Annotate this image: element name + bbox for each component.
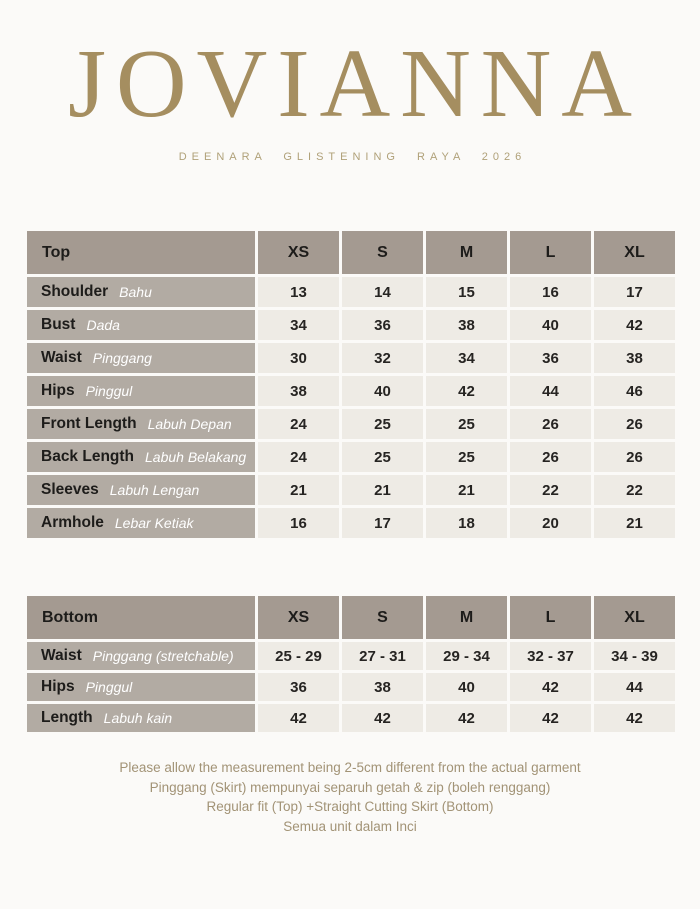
measurement-value-cell: 13 bbox=[258, 277, 339, 307]
measurement-value-cell: 25 bbox=[426, 409, 507, 439]
measurement-translation: Pinggang (stretchable) bbox=[92, 648, 234, 664]
measurement-translation: Lebar Ketiak bbox=[114, 515, 194, 531]
measurement-label-cell bbox=[27, 508, 255, 538]
measurement-label: Hips bbox=[41, 678, 75, 695]
table-title-top: Top bbox=[27, 231, 255, 274]
measurement-value-cell: 32 bbox=[342, 343, 423, 373]
footer-line: Semua unit dalam Inci bbox=[283, 818, 417, 834]
measurement-translation: Bahu bbox=[119, 284, 152, 300]
measurement-value-cell: 34 bbox=[258, 310, 339, 340]
measurement-translation: Dada bbox=[86, 317, 120, 333]
measurement-label: Sleeves bbox=[41, 481, 99, 498]
size-column-header: XS bbox=[258, 231, 339, 274]
measurement-value-cell: 36 bbox=[510, 343, 591, 373]
measurement-label-cell bbox=[27, 277, 255, 307]
measurement-label: Length bbox=[41, 709, 93, 726]
measurement-value-cell: 26 bbox=[594, 442, 675, 472]
measurement-value-cell: 26 bbox=[594, 409, 675, 439]
measurement-value-cell: 15 bbox=[426, 277, 507, 307]
size-column-header: XL bbox=[594, 596, 675, 639]
measurement-value-cell: 16 bbox=[510, 277, 591, 307]
measurement-label: Shoulder bbox=[41, 283, 109, 300]
measurement-value-cell: 25 bbox=[342, 409, 423, 439]
measurement-value-cell: 24 bbox=[258, 409, 339, 439]
measurement-value-cell: 42 bbox=[426, 704, 507, 732]
measurement-value-cell: 42 bbox=[342, 704, 423, 732]
measurement-value-cell: 38 bbox=[342, 673, 423, 701]
measurement-label-cell bbox=[27, 442, 255, 472]
measurement-value-cell: 40 bbox=[426, 673, 507, 701]
measurement-value-cell: 25 - 29 bbox=[258, 642, 339, 670]
measurement-value-cell: 40 bbox=[510, 310, 591, 340]
measurement-label-cell bbox=[27, 642, 255, 670]
measurement-value-cell: 42 bbox=[510, 673, 591, 701]
measurement-label: Armhole bbox=[41, 514, 104, 531]
measurement-value-cell: 26 bbox=[510, 409, 591, 439]
size-table-top bbox=[27, 231, 675, 538]
brand-subtitle: DEENARA GLISTENING RAYA 2026 bbox=[178, 151, 527, 163]
measurement-value-cell: 46 bbox=[594, 376, 675, 406]
measurement-label: Front Length bbox=[41, 415, 137, 432]
measurement-value-cell: 26 bbox=[510, 442, 591, 472]
measurement-translation: Labuh Lengan bbox=[109, 482, 200, 498]
measurement-value-cell: 29 - 34 bbox=[426, 642, 507, 670]
size-column-header: XS bbox=[258, 596, 339, 639]
measurement-value-cell: 25 bbox=[426, 442, 507, 472]
measurement-value-cell: 36 bbox=[342, 310, 423, 340]
measurement-value-cell: 42 bbox=[594, 310, 675, 340]
measurement-translation: Pinggul bbox=[85, 383, 133, 399]
measurement-value-cell: 16 bbox=[258, 508, 339, 538]
measurement-label-cell bbox=[27, 343, 255, 373]
measurement-value-cell: 21 bbox=[594, 508, 675, 538]
measurement-label: Back Length bbox=[41, 448, 135, 465]
measurement-value-cell: 22 bbox=[510, 475, 591, 505]
measurement-label-cell bbox=[27, 310, 255, 340]
footer-line: Please allow the measurement being 2-5cm different from the actual garment bbox=[119, 760, 581, 775]
measurement-translation: Pinggul bbox=[85, 679, 133, 695]
measurement-label-cell bbox=[27, 376, 255, 406]
size-table-bottom bbox=[27, 596, 675, 732]
measurement-value-cell: 42 bbox=[510, 704, 591, 732]
measurement-value-cell: 17 bbox=[342, 508, 423, 538]
measurement-label-cell bbox=[27, 673, 255, 701]
measurement-value-cell: 25 bbox=[342, 442, 423, 472]
size-column-header: L bbox=[510, 231, 591, 274]
measurement-value-cell: 22 bbox=[594, 475, 675, 505]
measurement-value-cell: 42 bbox=[426, 376, 507, 406]
measurement-label-cell bbox=[27, 475, 255, 505]
size-column-header: L bbox=[510, 596, 591, 639]
measurement-translation: Labuh kain bbox=[103, 710, 173, 726]
measurement-value-cell: 21 bbox=[342, 475, 423, 505]
measurement-value-cell: 38 bbox=[258, 376, 339, 406]
measurement-value-cell: 27 - 31 bbox=[342, 642, 423, 670]
measurement-value-cell: 24 bbox=[258, 442, 339, 472]
measurement-label: Waist bbox=[41, 349, 82, 366]
footer-notes bbox=[0, 758, 700, 836]
measurement-value-cell: 42 bbox=[594, 704, 675, 732]
size-column-header: M bbox=[426, 596, 507, 639]
measurement-value-cell: 32 - 37 bbox=[510, 642, 591, 670]
measurement-label-cell bbox=[27, 409, 255, 439]
measurement-value-cell: 21 bbox=[426, 475, 507, 505]
size-column-header: M bbox=[426, 231, 507, 274]
size-column-header: XL bbox=[594, 231, 675, 274]
measurement-value-cell: 20 bbox=[510, 508, 591, 538]
size-column-header: S bbox=[342, 231, 423, 274]
measurement-value-cell: 38 bbox=[426, 310, 507, 340]
measurement-translation: Pinggang bbox=[92, 350, 152, 366]
measurement-value-cell: 17 bbox=[594, 277, 675, 307]
footer-line: Regular fit (Top) +Straight Cutting Skirt (Bottom) bbox=[206, 799, 494, 814]
measurement-value-cell: 34 bbox=[426, 343, 507, 373]
measurement-value-cell: 44 bbox=[510, 376, 591, 406]
measurement-label: Hips bbox=[41, 382, 75, 399]
measurement-value-cell: 14 bbox=[342, 277, 423, 307]
measurement-label: Waist bbox=[41, 647, 82, 664]
measurement-value-cell: 30 bbox=[258, 343, 339, 373]
measurement-value-cell: 34 - 39 bbox=[594, 642, 675, 670]
measurement-value-cell: 42 bbox=[258, 704, 339, 732]
brand-title: JOVIANNA bbox=[67, 30, 642, 138]
size-chart-page bbox=[0, 30, 700, 909]
footer-line: Pinggang (Skirt) mempunyai separuh getah & zip (boleh renggang) bbox=[149, 779, 551, 795]
table-title-bottom: Bottom bbox=[27, 596, 255, 639]
measurement-value-cell: 18 bbox=[426, 508, 507, 538]
measurement-value-cell: 40 bbox=[342, 376, 423, 406]
measurement-value-cell: 21 bbox=[258, 475, 339, 505]
size-column-header: S bbox=[342, 596, 423, 639]
measurement-value-cell: 44 bbox=[594, 673, 675, 701]
measurement-label-cell bbox=[27, 704, 255, 732]
measurement-value-cell: 36 bbox=[258, 673, 339, 701]
measurement-value-cell: 38 bbox=[594, 343, 675, 373]
measurement-translation: Labuh Depan bbox=[147, 416, 232, 432]
measurement-label: Bust bbox=[41, 316, 76, 333]
measurement-translation: Labuh Belakang bbox=[145, 449, 247, 465]
